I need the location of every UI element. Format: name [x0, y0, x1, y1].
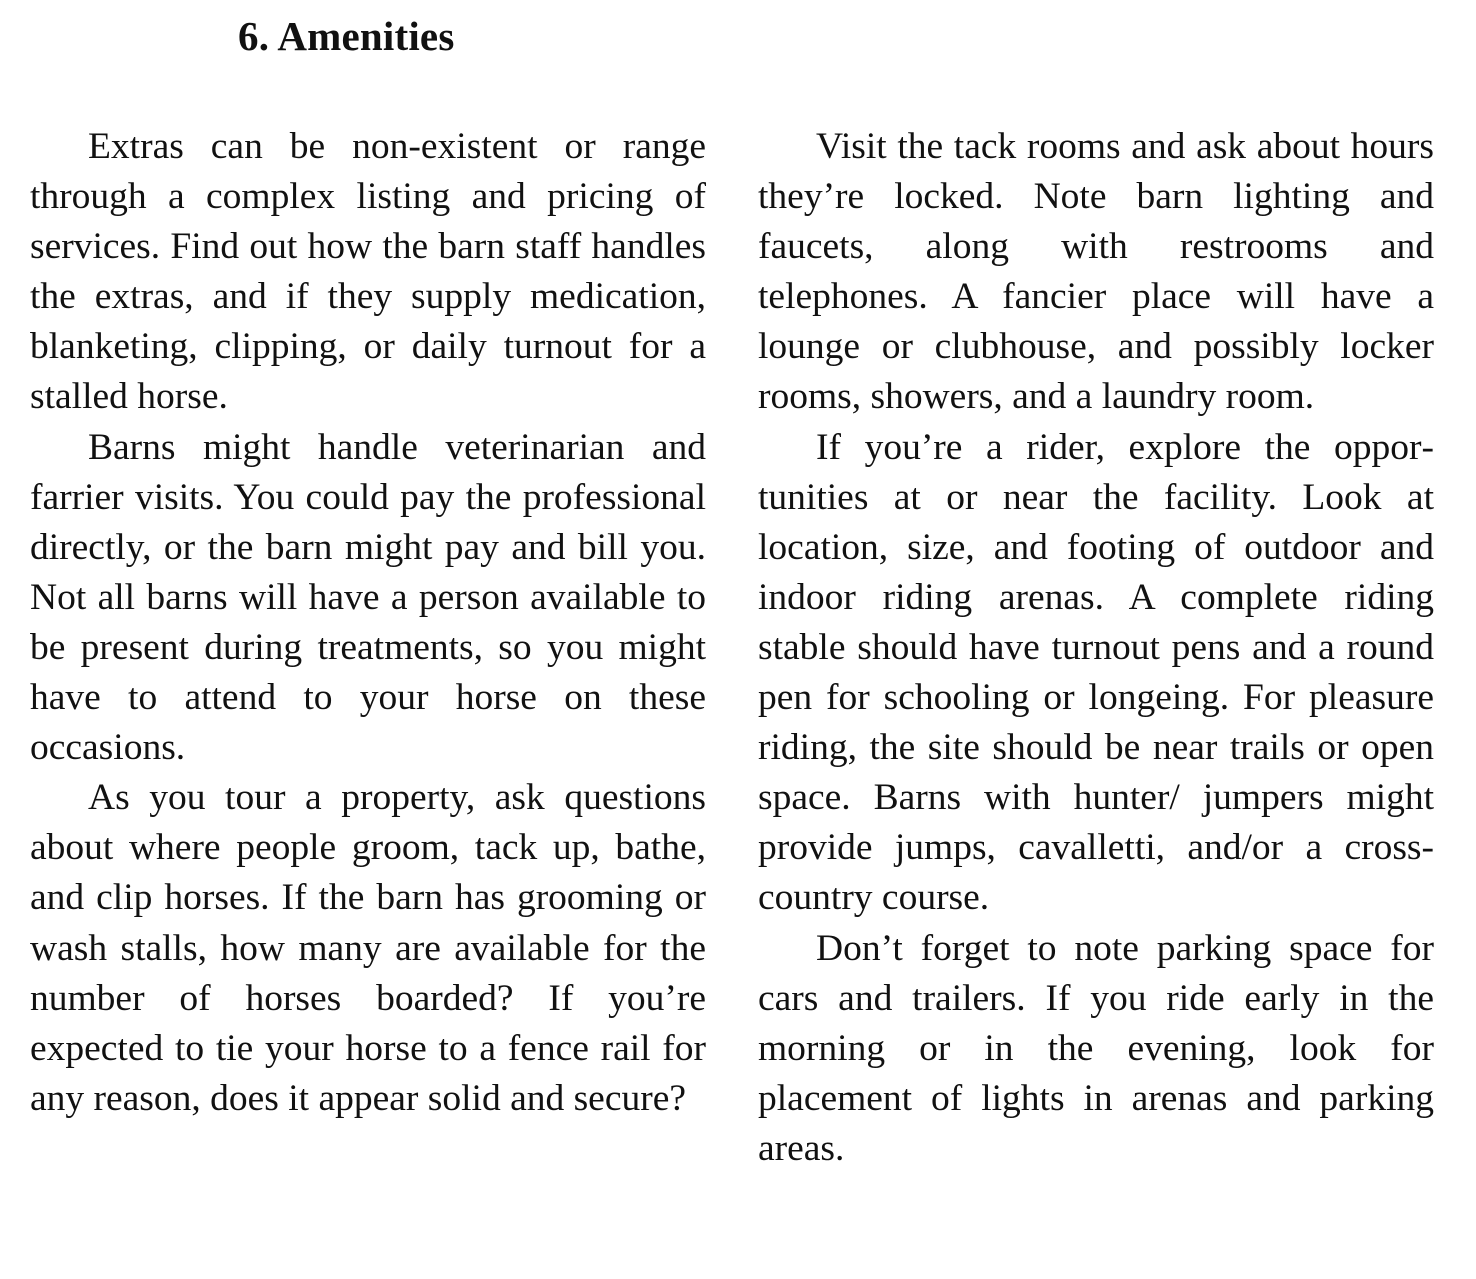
- paragraph-tour-property: As you tour a property, ask questions about where people groom, tack up, bathe, and clip horses. If the barn has grooming or wash stalls, how many are available for the number of horses boarded? If you’re expected to tie your horse to a fence rail for any reason, does it appear solid and secure?: [30, 777, 706, 1119]
- paragraph-extras: Extras can be non-existent or range through a complex listing and pricing of services. Find out how the barn staff handles the extras, and if they supply medication, blanketing, clipping, or daily turnout for a stalled horse.: [30, 126, 706, 418]
- paragraph-parking: Don’t forget to note parking space for cars and trailers. If you ride early in the morning or in the evening, look for placement of lights in arenas and parking areas.: [758, 927, 1434, 1169]
- paragraph-rider-opportunities: If you’re a rider, explore the opportunities at or near the facility. Look at location, size, and footing of outdoor and indoor riding arenas. A complete riding stable should have turnout pens and a round pen for schooling or longeing. For pleasure riding, the site should be near trails or open space. Barns with hunter/ jumpers might provide jumps, cavalletti, and/or a cross-country course.: [758, 426, 1434, 919]
- paragraph-tack-rooms: Visit the tack rooms and ask about hours they’re locked. Note barn lighting and faucets, along with restrooms and telephones. A fancier place will have a lounge or clubhouse, and possibly locker rooms, showers, and a laundry room.: [758, 126, 1434, 418]
- section-heading: 6. Amenities: [238, 13, 455, 59]
- paragraph-vet-farrier: Barns might handle veterinarian and farrier visits. You could pay the professional directly, or the barn might pay and bill you. Not all barns will have a person available to be present during treatments, so you might have to attend to your horse on these occasions.: [30, 426, 706, 769]
- left-column: [30, 122, 706, 1124]
- right-column: [758, 122, 1434, 1174]
